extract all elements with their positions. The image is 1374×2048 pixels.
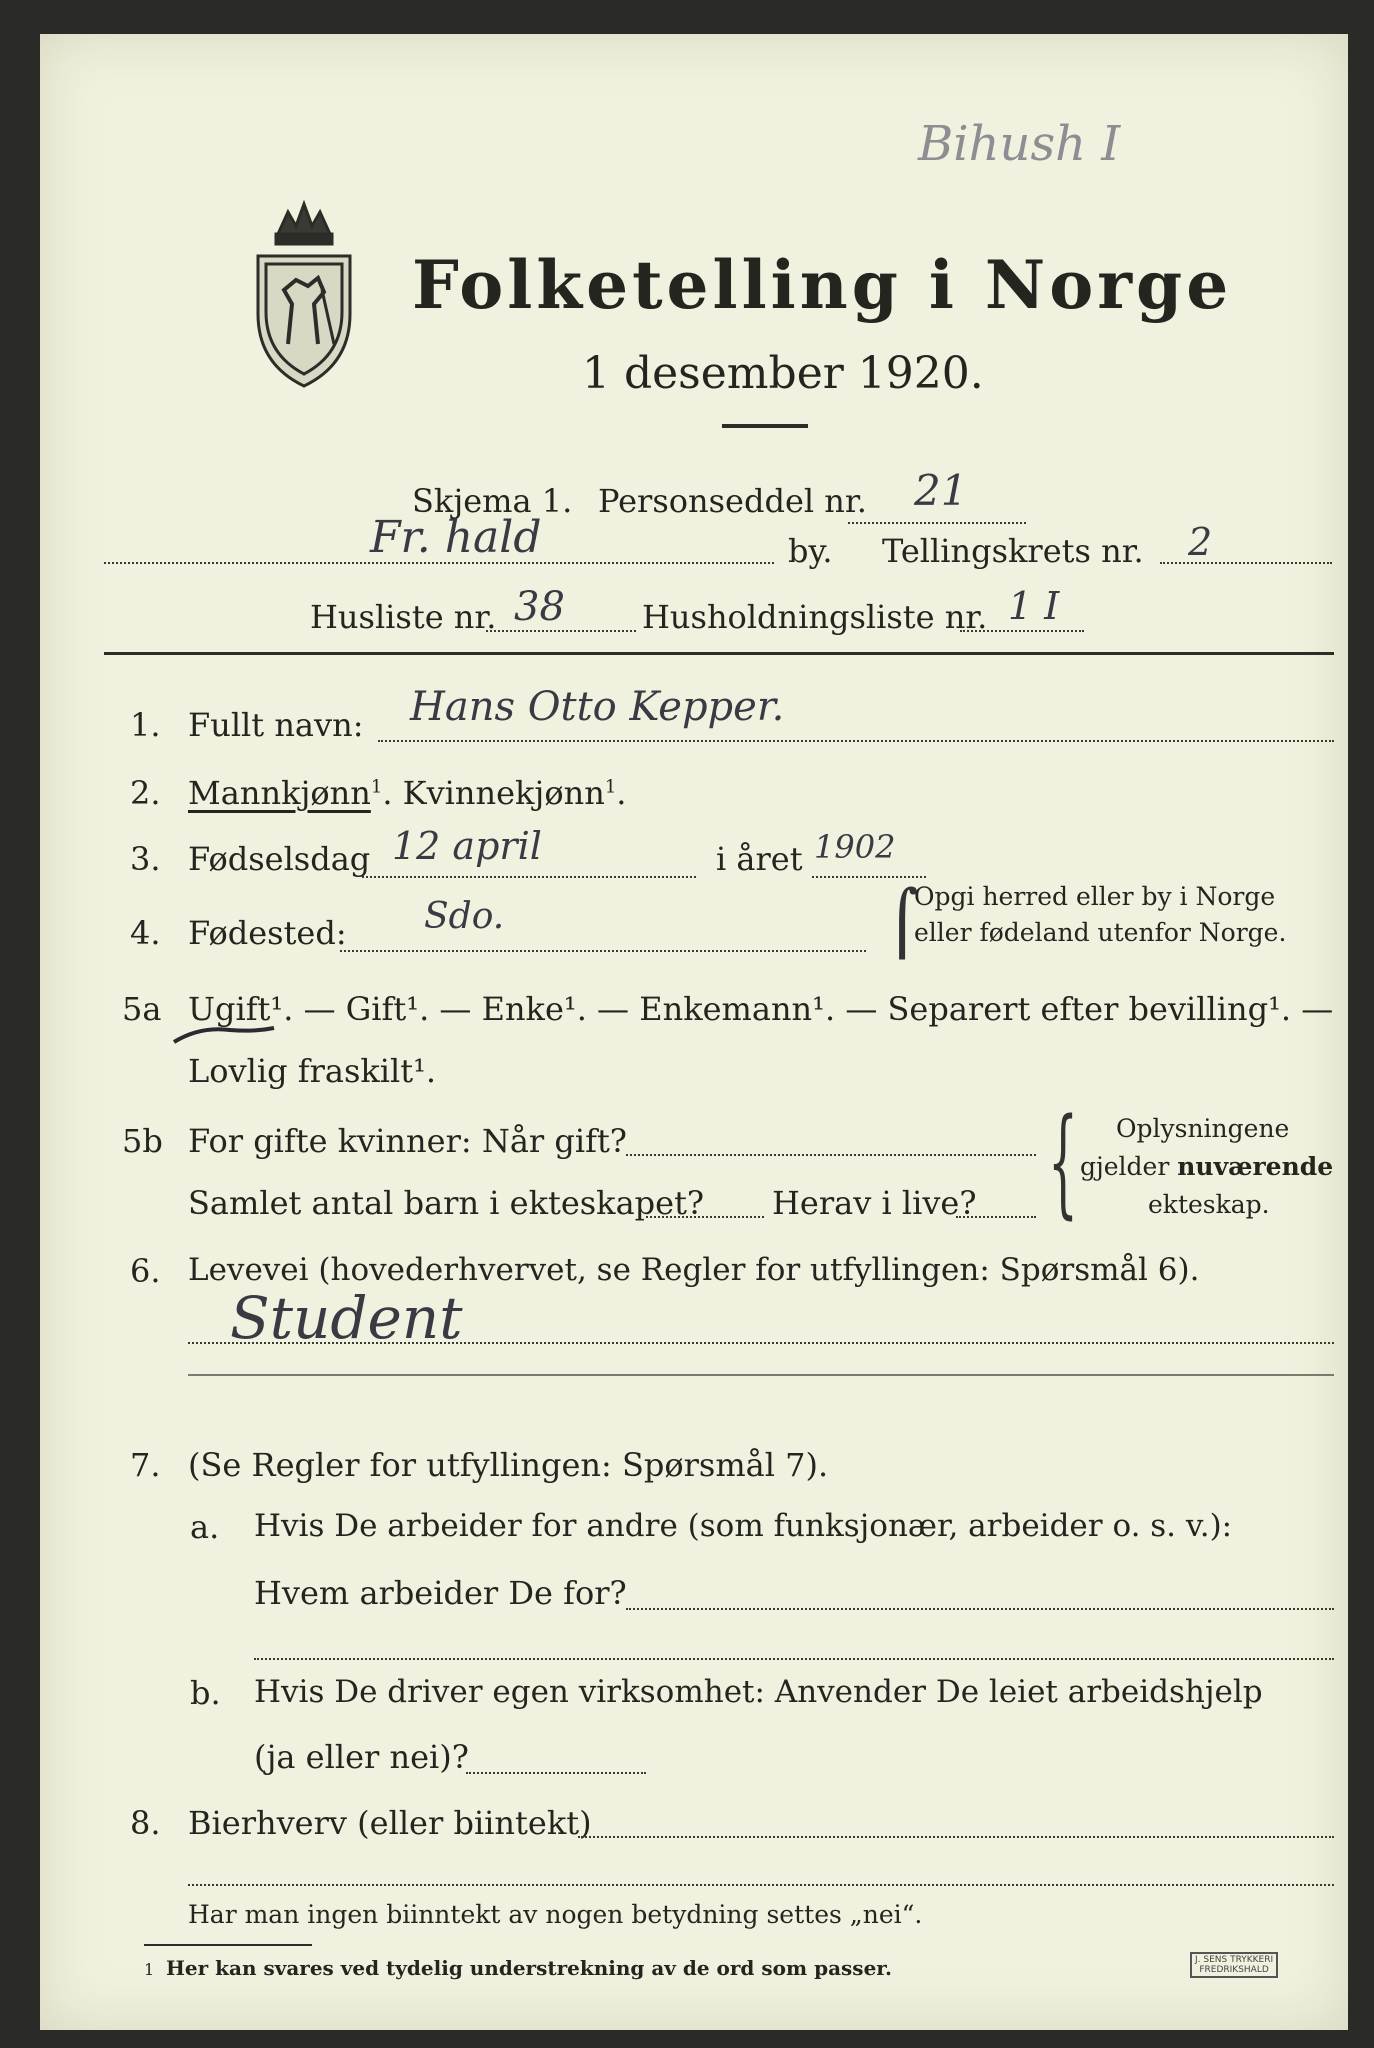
q5a-options-2[interactable]: Lovlig fraskilt¹. [188, 1052, 437, 1090]
q7b-letter: b. [190, 1674, 221, 1712]
form-date: 1 desember 1920. [582, 348, 984, 399]
census-form [40, 34, 1348, 2030]
husholdning-label: Husholdningsliste nr. [642, 598, 988, 636]
biintekt-note: Har man ingen biinntekt av nogen betydning settes „nei“. [188, 1900, 923, 1929]
q7b-line1: Hvis De driver egen virksomhet: Anvender De leiet arbeidshjelp [254, 1674, 1263, 1710]
pencil-annotation: Bihush I [918, 116, 1121, 172]
q8-label: Bierhverv (eller biintekt) [188, 1804, 592, 1842]
header-rule [104, 652, 1334, 655]
husliste-value[interactable]: 38 [514, 584, 565, 630]
q5a-options[interactable]: Ugift¹. — Gift¹. — Enke¹. — Enkemann¹. — Separert efter bevilling¹. — [188, 990, 1334, 1028]
q5b-number: 5b [122, 1122, 163, 1160]
q4-value[interactable]: Sdo. [424, 896, 505, 937]
footnote-rule [144, 1944, 312, 1946]
footnote-text: Her kan svares ved tydelig understrekning av de ord som passer. [166, 1956, 892, 1980]
q1-value[interactable]: Hans Otto Kepper. [410, 684, 785, 730]
tellingskrets-label: Tellingskrets nr. [882, 532, 1144, 570]
husholdning-value[interactable]: 1 I [1008, 584, 1060, 628]
q4-label: Fødested: [188, 914, 347, 952]
q5b-note-3: ekteskap. [1148, 1190, 1270, 1219]
q4-note-2: eller fødeland utenfor Norge. [914, 918, 1287, 947]
title-divider [722, 424, 808, 428]
q7-number: 7. [130, 1446, 161, 1484]
q5b-brace: { [1048, 1092, 1079, 1230]
q6-value[interactable]: Student [230, 1284, 463, 1352]
q3-year-label: i året [716, 840, 803, 878]
q1-number: 1. [130, 706, 161, 744]
by-label: by. [788, 532, 833, 570]
personseddel-value[interactable]: 21 [914, 466, 968, 515]
form-title: Folketelling i Norge [412, 246, 1233, 324]
q5b-line2-a: Samlet antal barn i ekteskapet? [188, 1184, 705, 1222]
q7-label: (Se Regler for utfyllingen: Spørsmål 7). [188, 1446, 829, 1484]
personseddel-label: Personseddel nr. [598, 482, 867, 520]
q6-label: Levevei (hovederhvervet, se Regler for utfyllingen: Spørsmål 6). [188, 1252, 1200, 1288]
q1-label: Fullt navn: [188, 706, 364, 744]
printer-stamp: J. SENS TRYKKERI FREDRIKSHALD [1190, 1952, 1278, 1978]
q3-label: Fødselsdag [188, 840, 371, 878]
by-value[interactable]: Fr. hald [370, 512, 542, 563]
q7a-line2: Hvem arbeider De for? [254, 1574, 627, 1612]
q5b-line2-b: Herav i live? [772, 1184, 977, 1222]
footnote-number: 1 [144, 1960, 155, 1979]
q8-number: 8. [130, 1804, 161, 1842]
q4-note-1: Opgi herred eller by i Norge [914, 882, 1276, 911]
q7a-letter: a. [190, 1508, 220, 1546]
coat-of-arms-icon [248, 194, 360, 394]
q5a-number: 5a [122, 990, 162, 1028]
tellingskrets-value[interactable]: 2 [1188, 520, 1213, 564]
q3-value[interactable]: 12 april [392, 824, 542, 868]
husliste-label: Husliste nr. [310, 598, 497, 636]
q5b-note-1: Oplysningene [1116, 1114, 1290, 1143]
q2-female[interactable]: Kvinnekjønn [402, 774, 605, 812]
q3-year-value[interactable]: 1902 [814, 828, 896, 866]
q7a-line1: Hvis De arbeider for andre (som funksjonær, arbeider o. s. v.): [254, 1508, 1233, 1544]
q6-number: 6. [130, 1252, 161, 1290]
q2-male[interactable]: Mannkjønn [188, 774, 371, 812]
q3-number: 3. [130, 840, 161, 878]
q7b-line2: (ja eller nei)? [254, 1738, 469, 1776]
q5b-line1: For gifte kvinner: Når gift? [188, 1122, 627, 1160]
skjema-label: Skjema 1. [412, 482, 573, 520]
q5a-underline-mark [170, 1020, 280, 1050]
q5b-note-2: gjelder nuværende [1080, 1152, 1334, 1181]
q4-number: 4. [130, 914, 161, 952]
q4-brace: ⌠ [886, 886, 919, 959]
q2-options: Mannkjønn$^1$. Kvinnekjønn$^1$. [188, 774, 627, 812]
q2-number: 2. [130, 774, 161, 812]
